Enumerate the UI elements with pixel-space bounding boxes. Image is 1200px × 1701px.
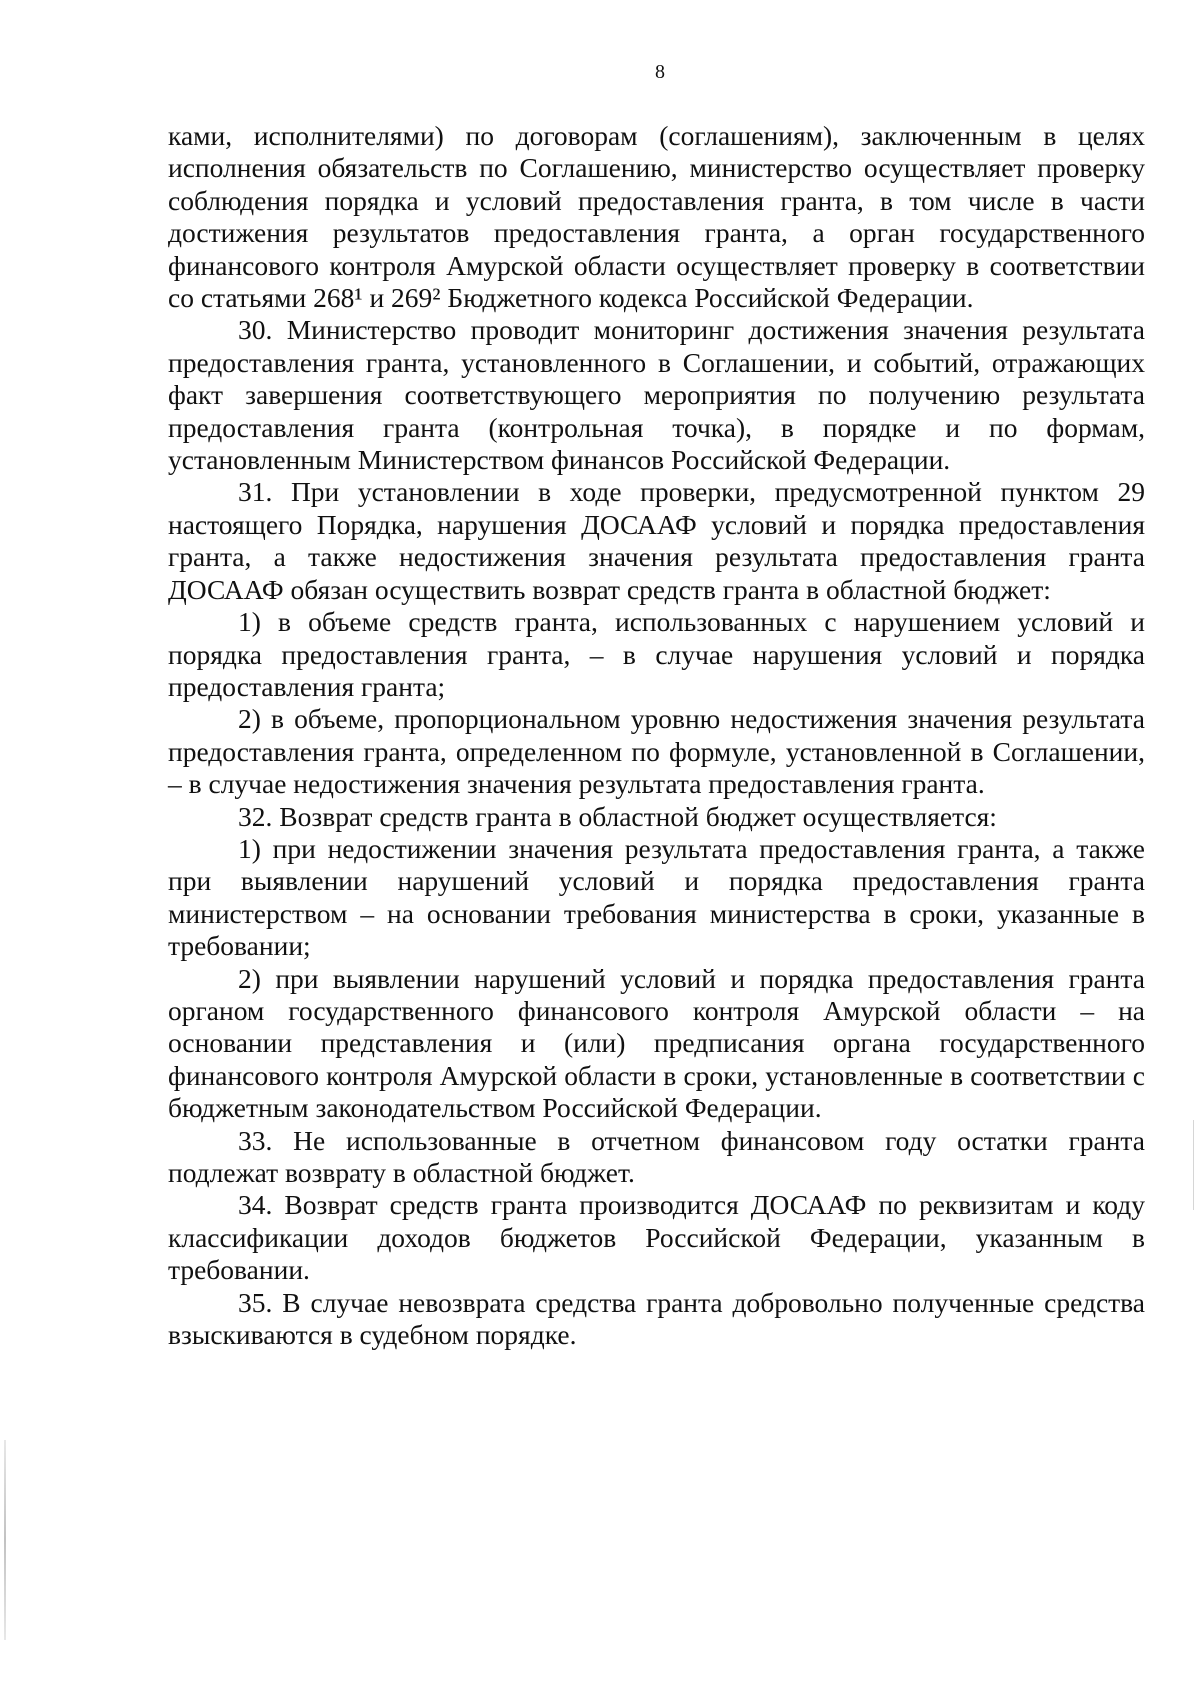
paragraph-30: 30. Министерство проводит мониторинг достижения значения результата предоставления гранта, установленного в Соглашении, и событий, отражающих факт завершения соответствующего мероприятия по получению результата предоставления гранта (контрольная точка), в порядке и по формам, установленным Министерством финансов Российской Федерации. (168, 314, 1145, 476)
scan-edge-mark (1193, 1120, 1194, 1210)
paragraph-35: 35. В случае невозврата средства гранта добровольно полученные средства взыскиваются в судебном порядке. (168, 1286, 1145, 1351)
paragraph-33: 33. Не использованные в отчетном финансовом году остатки гранта подлежат возврату в областной бюджет. (168, 1124, 1145, 1188)
paragraph-31: 31. При установлении в ходе проверки, предусмотренной пунктом 29 настоящего Порядка, нарушения ДОСААФ условий и порядка предоставления гранта, а также недостижения значения результата предоставления гранта ДОСААФ обязан осуществить возврат средств гранта в областной бюджет: (168, 476, 1145, 605)
paragraph-continuation: ками, исполнителями) по договорам (соглашениям), заключенным в целях исполнения обязательств по Соглашению, министерство осуществляет проверку соблюдения порядка и условий предоставления гранта, в том числе в части достижения результатов предоставления гранта, а орган государственного финансового контроля Амурской области осуществляет проверку в соответствии со статьями 268¹ и 269² Бюджетного кодекса Российской Федерации. (168, 120, 1145, 314)
paragraph-32: 32. Возврат средств гранта в областной бюджет осуществляется: (238, 800, 997, 832)
document-body (168, 120, 1145, 1351)
scan-edge-mark (4, 1440, 6, 1640)
paragraph-31-item-2: 2) в объеме, пропорциональном уровню недостижения значения результата предоставления гранта, определенном по формуле, установленной в Соглашении, – в случае недостижения значения результата предоставления гранта. (168, 703, 1145, 800)
paragraph-31-item-1: 1) в объеме средств гранта, использованных с нарушением условий и порядка предоставления гранта, – в случае нарушения условий и порядка предоставления гранта; (168, 606, 1145, 702)
paragraph-32-item-2: 2) при выявлении нарушений условий и порядка предоставления гранта органом государственного финансового контроля Амурской области – на основании представления и (или) предписания органа государственного финансового контроля Амурской области в сроки, установленные в соответствии с бюджетным законодательством Российской Федерации. (168, 962, 1145, 1124)
page-number: 8 (655, 61, 665, 83)
paragraph-32-item-1: 1) при недостижении значения результата предоставления гранта, а также при выявлении нарушений условий и порядка предоставления гранта министерством – на основании требования министерства в сроки, указанные в требовании; (168, 832, 1145, 962)
paragraph-34: 34. Возврат средств гранта производится ДОСААФ по реквизитам и коду классификации доходов бюджетов Российской Федерации, указанным в требовании. (168, 1189, 1145, 1286)
